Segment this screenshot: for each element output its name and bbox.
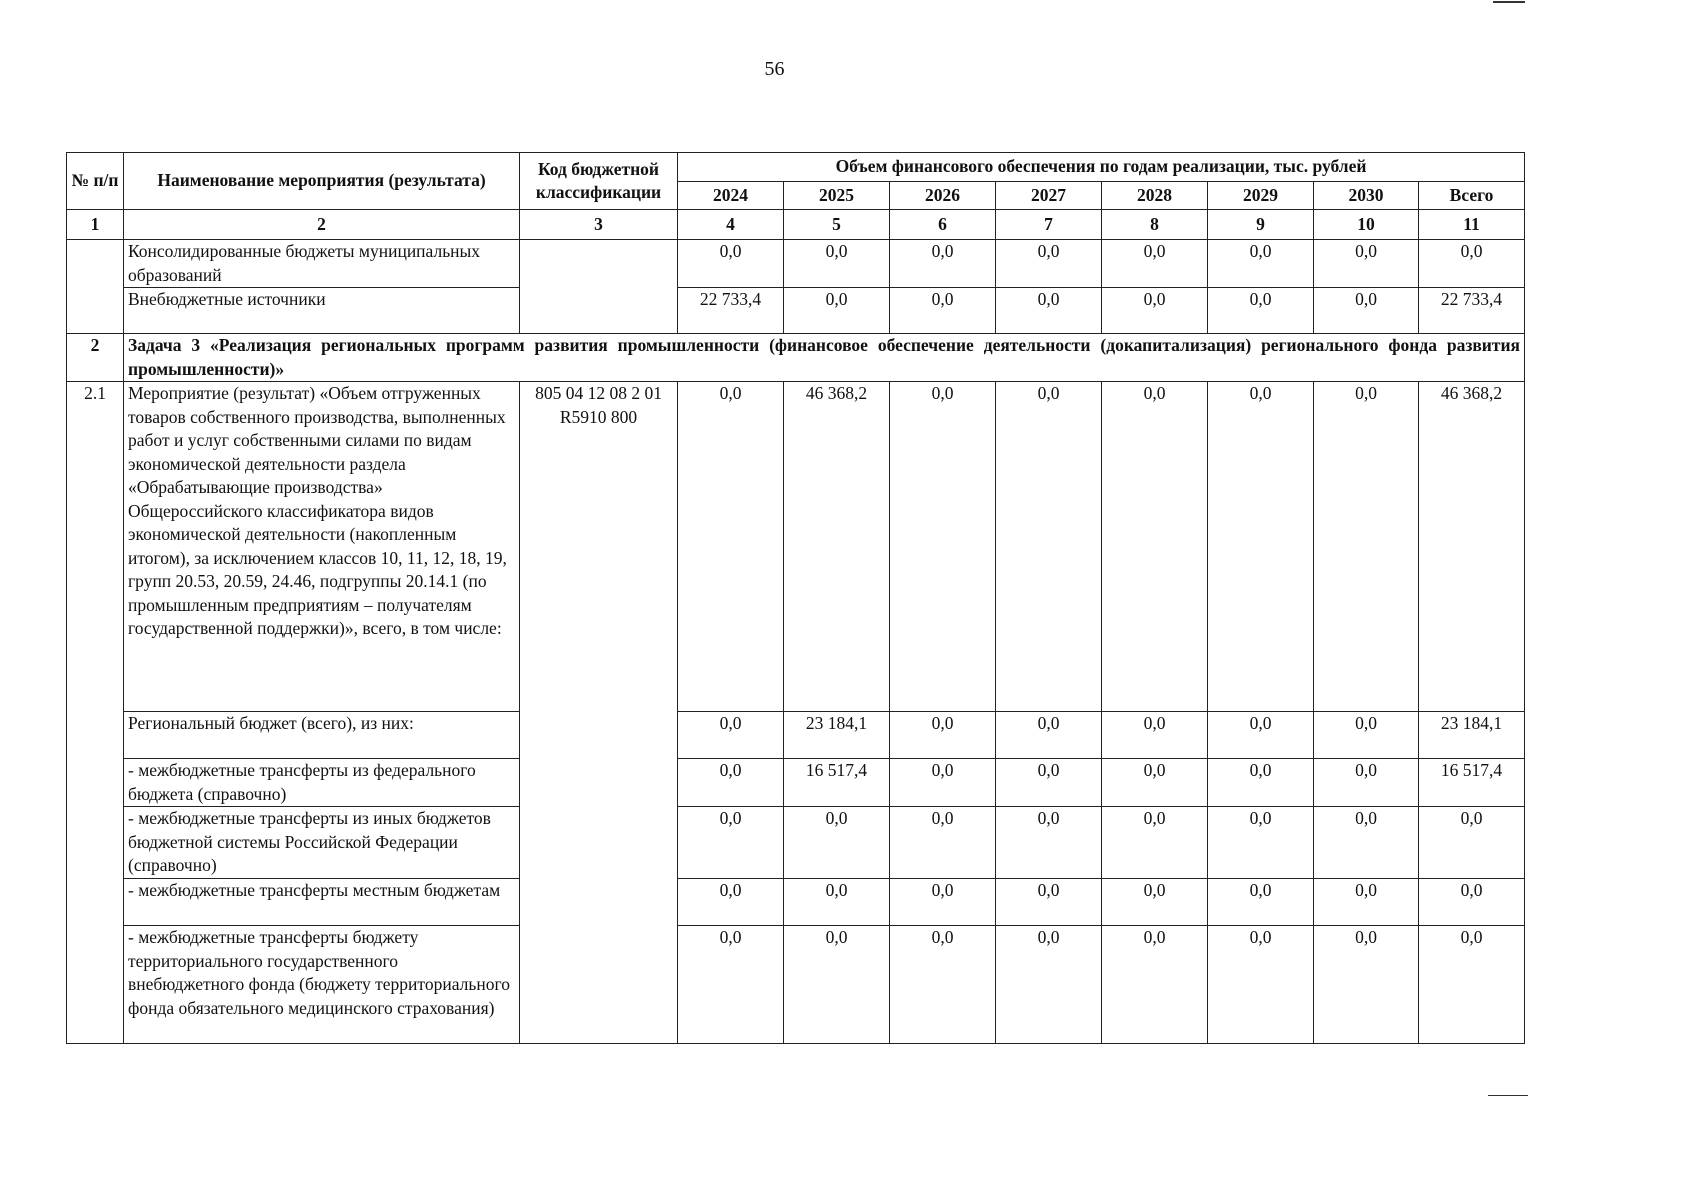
- value-cell: 0,0: [1314, 712, 1419, 759]
- value-cell: 0,0: [996, 807, 1102, 879]
- value-cell: 0,0: [1102, 759, 1208, 807]
- budget-table: [66, 152, 1525, 1044]
- column-numbers-row: [67, 210, 1525, 240]
- value-cell: 0,0: [678, 712, 784, 759]
- value-cell: 0,0: [678, 240, 784, 288]
- header-year: 2027: [996, 182, 1102, 210]
- header-row-1: [67, 153, 1525, 182]
- value-cell: 0,0: [1208, 879, 1314, 926]
- header-num: № п/п: [67, 153, 124, 210]
- num-cell-empty: [67, 240, 124, 334]
- header-code: Код бюджетной классификации: [520, 153, 678, 210]
- value-cell: 0,0: [678, 382, 784, 712]
- measure-row: [67, 382, 1525, 712]
- value-cell: 0,0: [890, 926, 996, 1044]
- table-row: [67, 712, 1525, 759]
- value-cell: 0,0: [1208, 759, 1314, 807]
- budget-code: 805 04 12 08 2 01 R5910 800: [520, 382, 678, 1044]
- value-cell: 0,0: [890, 288, 996, 334]
- value-cell: 0,0: [890, 879, 996, 926]
- header-year: 2030: [1314, 182, 1419, 210]
- header-year: 2025: [784, 182, 890, 210]
- value-cell: 0,0: [1208, 288, 1314, 334]
- header-total: Всего: [1419, 182, 1525, 210]
- col-number: 9: [1208, 210, 1314, 240]
- value-cell: 0,0: [1102, 926, 1208, 1044]
- value-cell: 0,0: [784, 240, 890, 288]
- header-funding: Объем финансового обеспечения по годам реализации, тыс. рублей: [678, 153, 1525, 182]
- row-name: Внебюджетные источники: [124, 288, 520, 334]
- table-row: [67, 879, 1525, 926]
- total-cell: 0,0: [1419, 240, 1525, 288]
- value-cell: 0,0: [1102, 240, 1208, 288]
- value-cell: 0,0: [1314, 288, 1419, 334]
- row-name: - межбюджетные трансферты бюджету территориального государственного внебюджетного фонда (бюджету территориального фонда обязательного медицинского страхования): [124, 926, 520, 1044]
- code-cell-empty: [520, 240, 678, 334]
- header-year: 2028: [1102, 182, 1208, 210]
- table-row: [67, 759, 1525, 807]
- measure-name: Мероприятие (результат) «Объем отгруженных товаров собственного производства, выполненных работ и услуг собственными силами по видам экономической деятельности раздела «Обрабатывающие производства» Общероссийского классификатора видов экономической деятельности (накопленным итогом), за исключением классов 10, 11, 12, 18, 19, групп 20.53, 20.59, 24.46, подгруппы 20.14.1 (по промышленным предприятиям – получателям государственной поддержки)», всего, в том числе:: [124, 382, 520, 712]
- value-cell: 23 184,1: [784, 712, 890, 759]
- table-row: [67, 288, 1525, 334]
- value-cell: 0,0: [1314, 807, 1419, 879]
- value-cell: 16 517,4: [784, 759, 890, 807]
- total-cell: 16 517,4: [1419, 759, 1525, 807]
- col-number: 7: [996, 210, 1102, 240]
- page-number: 56: [764, 58, 785, 80]
- value-cell: 0,0: [784, 879, 890, 926]
- value-cell: 0,0: [784, 926, 890, 1044]
- task-row: [67, 334, 1525, 382]
- value-cell: 0,0: [996, 879, 1102, 926]
- total-cell: 46 368,2: [1419, 382, 1525, 712]
- col-number: 10: [1314, 210, 1419, 240]
- task-title: Задача 3 «Реализация региональных программ развития промышленности (финансовое обеспечение деятельности (докапитализация) регионального фонда развития промышленности)»: [124, 334, 1525, 382]
- value-cell: 0,0: [1102, 288, 1208, 334]
- value-cell: 0,0: [678, 807, 784, 879]
- top-edge-mark: [1493, 1, 1525, 3]
- header-year: 2026: [890, 182, 996, 210]
- value-cell: 0,0: [1314, 382, 1419, 712]
- row-name: Консолидированные бюджеты муниципальных образований: [124, 240, 520, 288]
- value-cell: 0,0: [1208, 712, 1314, 759]
- value-cell: 0,0: [996, 926, 1102, 1044]
- table-row: [67, 240, 1525, 288]
- bottom-edge-mark: [1488, 1095, 1528, 1096]
- value-cell: 0,0: [1208, 382, 1314, 712]
- value-cell: 0,0: [1208, 926, 1314, 1044]
- col-number: 5: [784, 210, 890, 240]
- value-cell: 0,0: [1102, 712, 1208, 759]
- value-cell: 0,0: [890, 240, 996, 288]
- header-name: Наименование мероприятия (результата): [124, 153, 520, 210]
- task-number: 2: [67, 334, 124, 382]
- col-number: 6: [890, 210, 996, 240]
- value-cell: 22 733,4: [678, 288, 784, 334]
- row-name: Региональный бюджет (всего), из них:: [124, 712, 520, 759]
- value-cell: 0,0: [678, 759, 784, 807]
- value-cell: 0,0: [996, 240, 1102, 288]
- value-cell: 0,0: [1102, 879, 1208, 926]
- row-name: - межбюджетные трансферты из иных бюджетов бюджетной системы Российской Федерации (справочно): [124, 807, 520, 879]
- value-cell: 0,0: [890, 382, 996, 712]
- value-cell: 0,0: [784, 807, 890, 879]
- value-cell: 0,0: [1208, 240, 1314, 288]
- col-number: 8: [1102, 210, 1208, 240]
- col-number: 3: [520, 210, 678, 240]
- value-cell: 0,0: [678, 926, 784, 1044]
- value-cell: 0,0: [1314, 240, 1419, 288]
- row-name: - межбюджетные трансферты из федерального бюджета (справочно): [124, 759, 520, 807]
- value-cell: 0,0: [996, 712, 1102, 759]
- value-cell: 0,0: [678, 879, 784, 926]
- value-cell: 0,0: [1314, 759, 1419, 807]
- total-cell: 23 184,1: [1419, 712, 1525, 759]
- value-cell: 0,0: [996, 382, 1102, 712]
- total-cell: 0,0: [1419, 807, 1525, 879]
- row-name: - межбюджетные трансферты местным бюджетам: [124, 879, 520, 926]
- value-cell: 0,0: [1314, 926, 1419, 1044]
- header-year: 2029: [1208, 182, 1314, 210]
- value-cell: 0,0: [1208, 807, 1314, 879]
- value-cell: 0,0: [1102, 382, 1208, 712]
- value-cell: 0,0: [996, 288, 1102, 334]
- value-cell: 46 368,2: [784, 382, 890, 712]
- col-number: 2: [124, 210, 520, 240]
- header-year: 2024: [678, 182, 784, 210]
- col-number: 1: [67, 210, 124, 240]
- value-cell: 0,0: [1102, 807, 1208, 879]
- value-cell: 0,0: [890, 759, 996, 807]
- col-number: 4: [678, 210, 784, 240]
- total-cell: 22 733,4: [1419, 288, 1525, 334]
- value-cell: 0,0: [1314, 879, 1419, 926]
- total-cell: 0,0: [1419, 926, 1525, 1044]
- measure-number: 2.1: [67, 382, 124, 1044]
- table-row: [67, 926, 1525, 1044]
- total-cell: 0,0: [1419, 879, 1525, 926]
- col-number: 11: [1419, 210, 1525, 240]
- value-cell: 0,0: [996, 759, 1102, 807]
- value-cell: 0,0: [890, 712, 996, 759]
- value-cell: 0,0: [890, 807, 996, 879]
- value-cell: 0,0: [784, 288, 890, 334]
- table-row: [67, 807, 1525, 879]
